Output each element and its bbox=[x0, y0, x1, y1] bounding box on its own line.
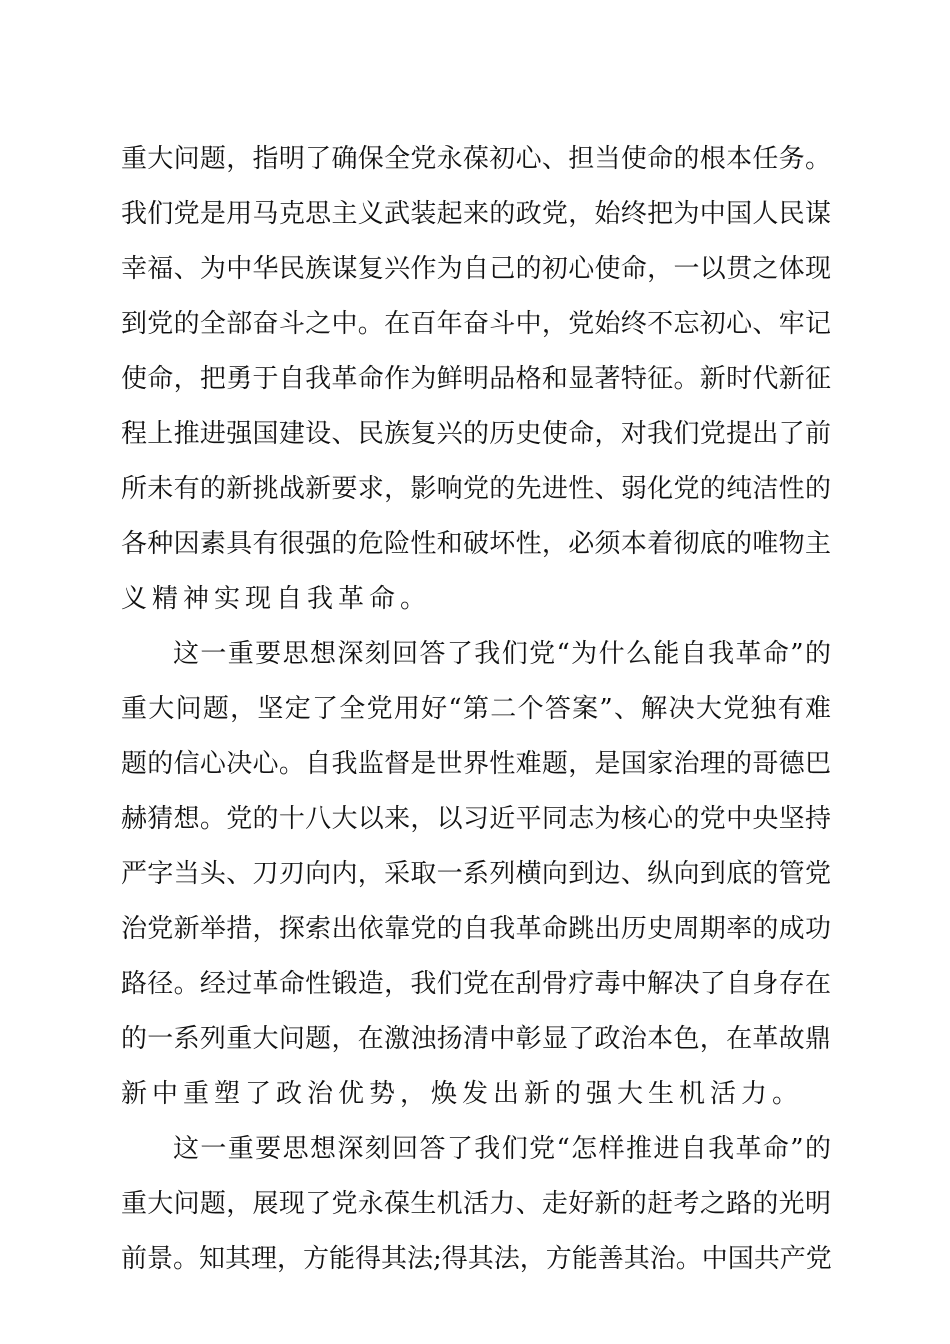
paragraph-first-line: 这一重要思想深刻回答了我们党“为什么能自我革命”的 bbox=[173, 639, 831, 669]
text-line: 新中重塑了政治优势，焕发出新的强大生机活力。 bbox=[121, 1079, 804, 1109]
text-line: 我们党是用马克思主义武装起来的政党，始终把为中国人民谋 bbox=[121, 199, 831, 229]
text-line: 使命，把勇于自我革命作为鲜明品格和显著特征。新时代新征 bbox=[121, 364, 831, 394]
text-line: 幸福、为中华民族谋复兴作为自己的初心使命，一以贯之体现 bbox=[121, 254, 831, 284]
text-line: 各种因素具有很强的危险性和破坏性，必须本着彻底的唯物主 bbox=[121, 529, 831, 559]
text-line: 义精神实现自我革命。 bbox=[121, 584, 432, 614]
text-line: 前景。知其理，方能得其法;得其法，方能善其治。中国共产党 bbox=[121, 1244, 832, 1274]
text-line: 重大问题，坚定了全党用好“第二个答案”、解决大党独有难 bbox=[121, 694, 831, 724]
text-line: 所未有的新挑战新要求，影响党的先进性、弱化党的纯洁性的 bbox=[121, 474, 831, 504]
text-line: 赫猜想。党的十八大以来，以习近平同志为核心的党中央坚持 bbox=[121, 804, 831, 834]
text-line: 到党的全部奋斗之中。在百年奋斗中，党始终不忘初心、牢记 bbox=[121, 309, 831, 339]
text-line: 重大问题，展现了党永葆生机活力、走好新的赶考之路的光明 bbox=[121, 1189, 831, 1219]
text-line: 的一系列重大问题，在激浊扬清中彰显了政治本色，在革故鼎 bbox=[121, 1024, 831, 1054]
text-line: 程上推进强国建设、民族复兴的历史使命，对我们党提出了前 bbox=[121, 419, 831, 449]
text-line: 路径。经过革命性锻造，我们党在刮骨疗毒中解决了自身存在 bbox=[121, 969, 831, 999]
text-line: 重大问题，指明了确保全党永葆初心、担当使命的根本任务。 bbox=[121, 144, 831, 174]
text-line: 严字当头、刀刃向内，采取一系列横向到边、纵向到底的管党 bbox=[121, 859, 831, 889]
text-line: 题的信心决心。自我监督是世界性难题，是国家治理的哥德巴 bbox=[121, 749, 831, 779]
paragraph-first-line: 这一重要思想深刻回答了我们党“怎样推进自我革命”的 bbox=[173, 1134, 831, 1164]
text-line: 治党新举措，探索出依靠党的自我革命跳出历史周期率的成功 bbox=[121, 914, 831, 944]
